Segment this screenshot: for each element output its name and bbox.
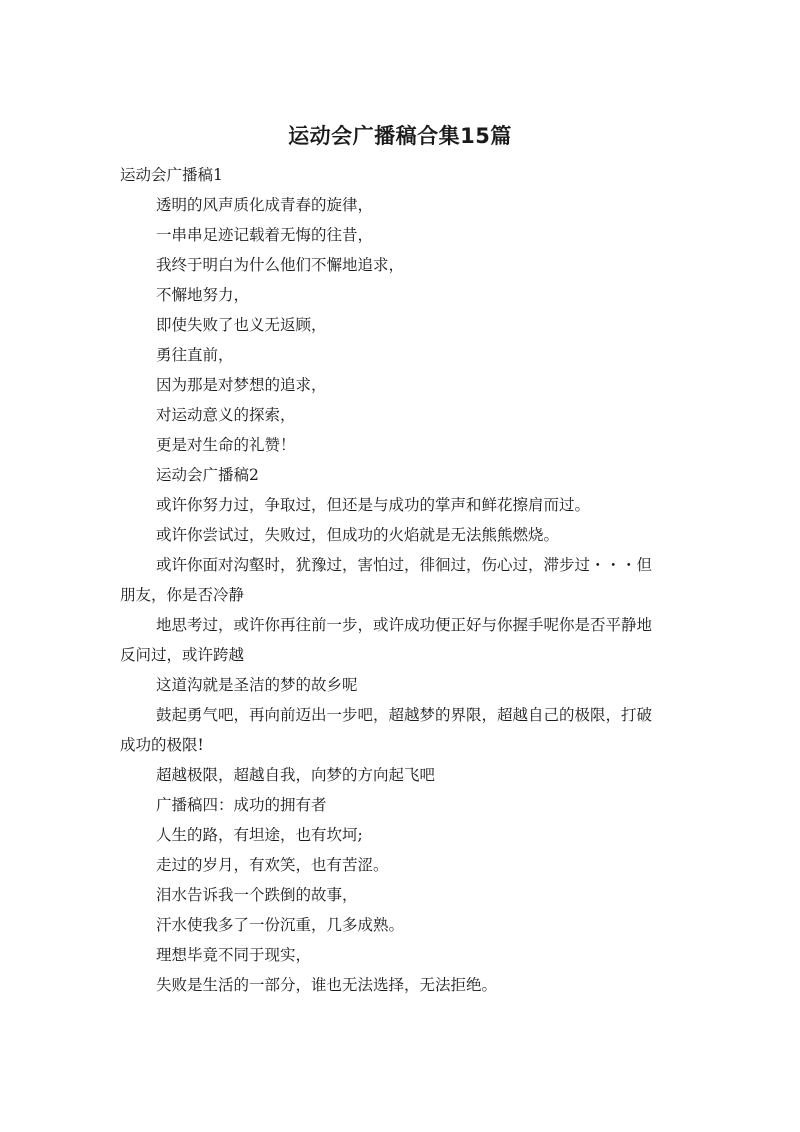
text-line: 这道沟就是圣洁的梦的故乡呢	[156, 676, 358, 694]
text-line: 勇往直前，	[156, 346, 234, 364]
text-line: 广播稿四：成功的拥有者	[156, 796, 327, 814]
text-line: 人生的路，有坦途，也有坎坷;	[156, 826, 363, 844]
text-line: 我终于明白为什么他们不懈地追求，	[156, 256, 405, 274]
document-title: 运动会广播稿合集15篇	[288, 124, 512, 148]
text-line: 泪水告诉我一个跌倒的故事，	[156, 886, 358, 904]
text-line: 透明的风声质化成青春的旋律，	[156, 196, 374, 214]
text-line: 或许你尝试过，失败过，但成功的火焰就是无法熊熊燃烧。	[156, 526, 560, 544]
text-line: 一串串足迹记载着无悔的往昔，	[156, 226, 374, 244]
text-line: 即使失败了也义无返顾，	[156, 316, 327, 334]
text-line: 或许你努力过，争取过，但还是与成功的掌声和鲜花擦肩而过。	[156, 496, 591, 514]
text-line: 超越极限，超越自我，向梦的方向起飞吧	[156, 766, 436, 784]
text-line: 对运动意义的探索，	[156, 406, 296, 424]
text-line: 运动会广播稿2	[156, 466, 259, 484]
text-line: 朋友，你是否冷静	[120, 586, 245, 604]
text-line: 更是对生命的礼赞！	[156, 436, 296, 454]
text-line: 或许你面对沟壑时，犹豫过，害怕过，徘徊过，伤心过，滞步过・・・但	[156, 556, 653, 574]
text-line: 地思考过，或许你再往前一步，或许成功便正好与你握手呢你是否平静地	[156, 616, 653, 634]
text-line: 不懈地努力，	[156, 286, 250, 304]
text-line: 理想毕竟不同于现实，	[156, 946, 312, 964]
text-line: 因为那是对梦想的追求，	[156, 376, 327, 394]
text-line: 运动会广播稿1	[120, 166, 223, 184]
text-line: 失败是生活的一部分，谁也无法选择，无法拒绝。	[156, 976, 498, 994]
text-line: 鼓起勇气吧，再向前迈出一步吧，超越梦的界限，超越自己的极限，打破	[156, 706, 653, 724]
text-line: 成功的极限!	[120, 736, 204, 754]
text-line: 汗水使我多了一份沉重，几多成熟。	[156, 916, 405, 934]
document-body	[120, 160, 680, 1000]
text-line: 走过的岁月，有欢笑，也有苦涩。	[156, 856, 389, 874]
text-line: 反问过，或许跨越	[120, 646, 245, 664]
